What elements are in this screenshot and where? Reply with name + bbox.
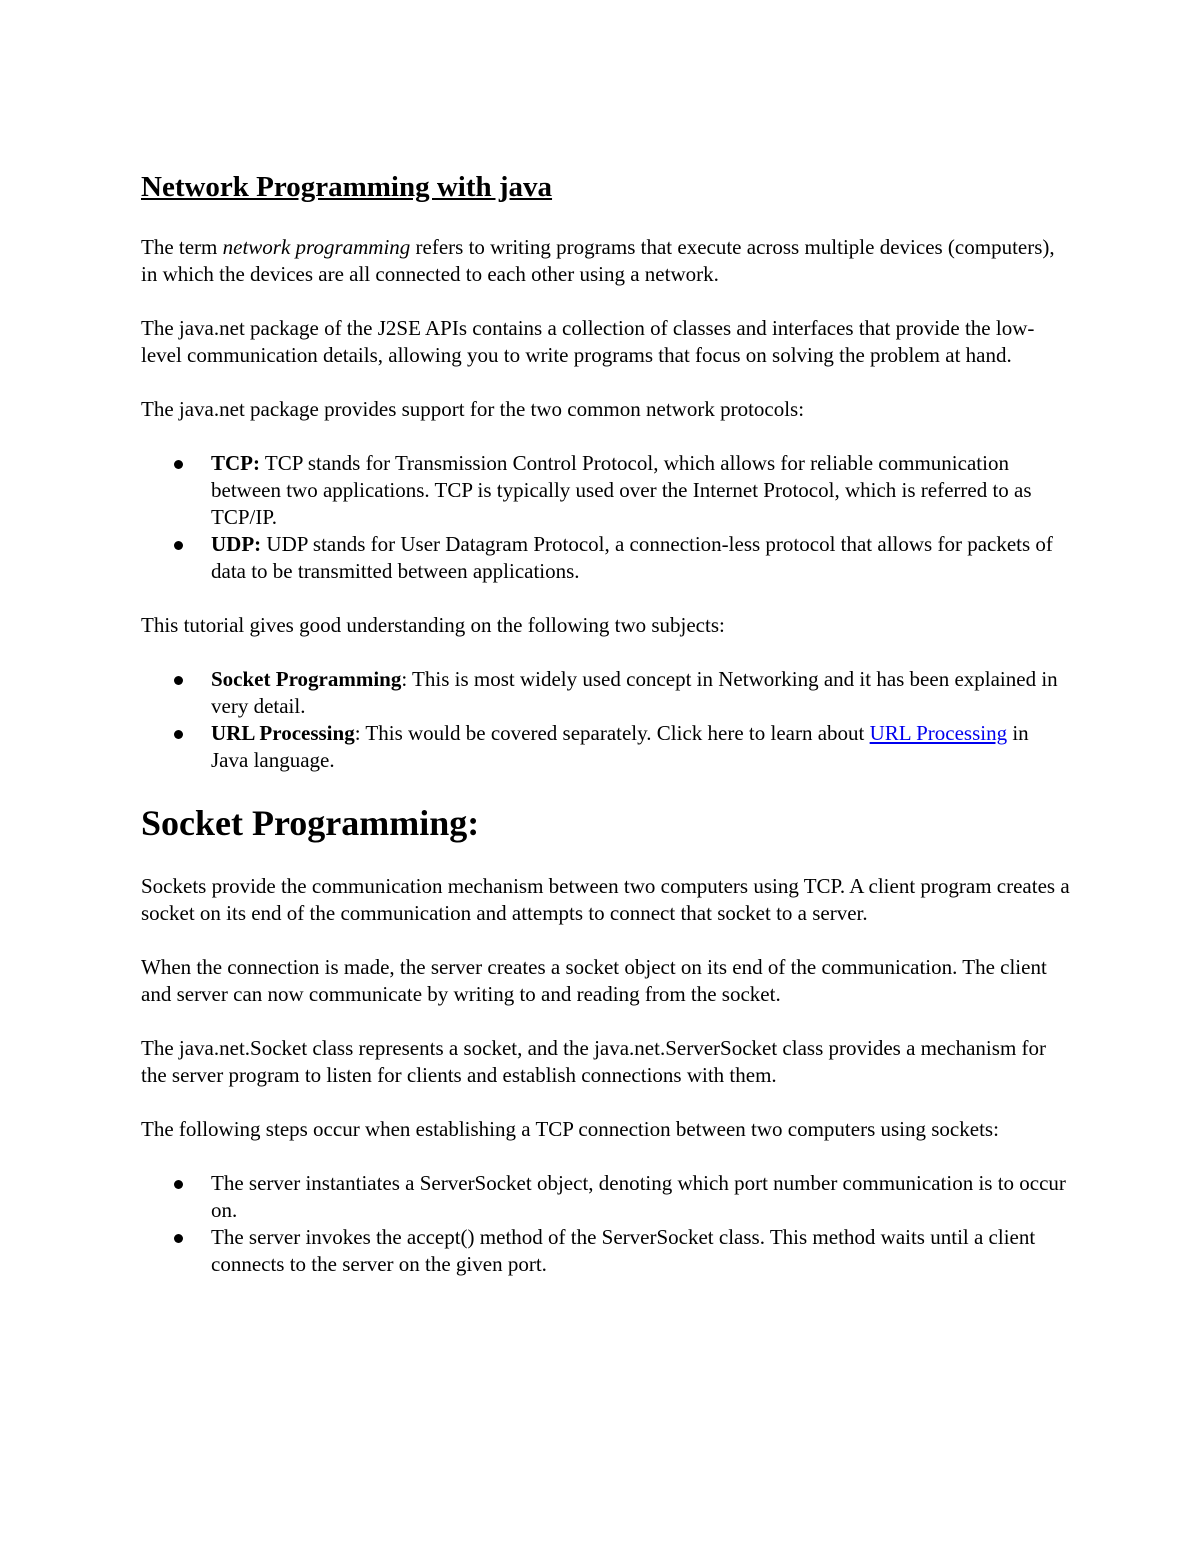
section-heading: Socket Programming: [141,803,480,843]
sockets-paragraph: Sockets provide the communication mechanism between two computers using TCP. A client program creates a socket on its end of the communication and attempts to connect that socket to a server. [141,874,1070,925]
steps-paragraph: The following steps occur when establishing a TCP connection between two computers using sockets: [141,1117,999,1141]
list-item [211,720,1070,774]
list-item-label: Socket Programming [211,667,402,691]
protocols-paragraph: The java.net package provides support for the two common network protocols: [141,397,805,421]
intro-paragraph [141,234,1070,288]
subjects-list [141,666,1070,774]
list-item [211,1170,1070,1224]
list-item [211,1224,1070,1278]
list-item-text: TCP stands for Transmission Control Protocol, which allows for reliable communication between two applications. TCP is typically used over the Internet Protocol, which is referred to as TCP/IP. [211,451,1032,529]
package-paragraph: The java.net package of the J2SE APIs contains a collection of classes and interfaces that provide the low-level communication details, allowing you to write programs that focus on solving the problem at hand. [141,316,1035,367]
bullet-icon [174,676,183,685]
list-item-text: The server invokes the accept() method of the ServerSocket class. This method waits until a client connects to the server on the given port. [211,1225,1036,1276]
intro-emphasis: network programming [222,235,411,259]
list-item-text: UDP stands for User Datagram Protocol, a connection-less protocol that allows for packets of data to be transmitted between applications. [211,532,1053,583]
list-item-label: URL Processing [211,721,355,745]
list-item-text: The server instantiates a ServerSocket object, denoting which port number communication is to occur on. [211,1171,1066,1222]
list-item-label: UDP: [211,532,262,556]
document-title: Network Programming with java [141,171,553,203]
bullet-icon [174,1180,183,1189]
steps-list [141,1170,1070,1278]
url-processing-link[interactable]: URL Processing [869,721,1008,745]
intro-suffix: refers to writing programs that execute across multiple devices (computers), in which the devices are all connected to each other using a network. [141,235,1055,286]
bullet-icon [174,541,183,550]
bullet-icon [174,1234,183,1243]
list-item-text: : This would be covered separately. Click here to learn about [354,721,870,745]
intro-prefix: The term [141,235,223,259]
protocols-list [141,450,1070,585]
list-item-text: : This is most widely used concept in Networking and it has been explained in very detail. [211,667,1058,718]
classes-paragraph: The java.net.Socket class represents a socket, and the java.net.ServerSocket class provides a mechanism for the server program to listen for clients and establish connections with them. [141,1036,1047,1087]
list-item [211,666,1070,720]
subjects-paragraph: This tutorial gives good understanding on the following two subjects: [141,613,725,637]
bullet-icon [174,460,183,469]
list-item [211,450,1070,531]
list-item-text-after: in Java language. [211,721,1029,772]
connection-paragraph: When the connection is made, the server creates a socket object on its end of the communication. The client and server can now communicate by writing to and reading from the socket. [141,955,1047,1006]
bullet-icon [174,730,183,739]
list-item [211,531,1070,585]
list-item-label: TCP: [211,451,260,475]
